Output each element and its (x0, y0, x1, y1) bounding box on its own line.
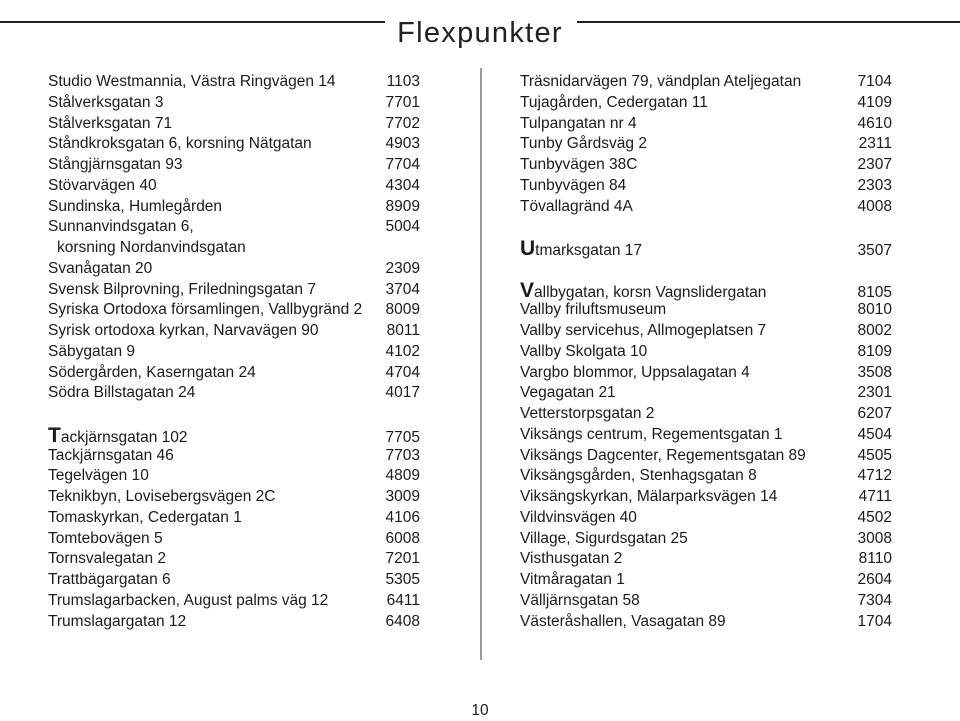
entry-code: 6411 (386, 591, 420, 609)
entry-row (48, 446, 420, 467)
list-entry (48, 197, 420, 218)
entry-row (48, 612, 420, 633)
entry-name: Sunnanvindsgatan 6, (48, 218, 194, 236)
entry-code: 2303 (857, 176, 892, 194)
entry-code: 7701 (385, 93, 420, 111)
list-entry (520, 93, 892, 114)
entry-name: Viksängskyrkan, Mälarparksvägen 14 (520, 488, 778, 505)
entry-name: Södra Billstagatan 24 (48, 384, 196, 402)
list-entry (48, 93, 420, 114)
list-entry (520, 114, 892, 135)
entry-code: 7104 (857, 73, 892, 90)
entry-code: 3508 (857, 363, 892, 381)
entry-row (520, 612, 892, 633)
page-title: Flexpunkter (397, 17, 563, 50)
entry-code: 4505 (857, 446, 892, 464)
entry-code: 8002 (857, 322, 892, 339)
entry-code: 4106 (385, 508, 420, 526)
entry-code: 3704 (385, 280, 420, 298)
entry-code: 2301 (857, 384, 892, 402)
list-entry (520, 176, 892, 197)
entry-row (520, 466, 892, 487)
list-entry (520, 404, 892, 425)
entry-row (520, 425, 892, 446)
entry-row (520, 321, 892, 342)
list-entry (48, 383, 420, 404)
letter-section (48, 72, 420, 404)
entry-row (520, 487, 892, 508)
entry-name: Tomtebovägen 5 (48, 529, 163, 547)
entry-code: 4504 (857, 425, 892, 443)
header-rule-right (577, 21, 960, 23)
entry-row (48, 591, 420, 612)
entry-name: Visthusgatan 2 (520, 550, 623, 568)
entry-name: Tunbyvägen 84 (520, 176, 627, 194)
entry-code: 8009 (385, 301, 420, 319)
list-entry (48, 570, 420, 591)
list-entry (520, 155, 892, 176)
entry-name: Södergården, Kaserngatan 24 (48, 363, 256, 381)
entry-row (520, 134, 892, 155)
entry-code: 8109 (857, 342, 892, 360)
entry-row (48, 363, 420, 384)
list-entry (48, 549, 420, 570)
entry-row (48, 280, 420, 301)
entry-name: Studio Westmannia, Västra Ringvägen 14 (48, 73, 336, 90)
entry-name: Trumslagarbacken, August palms väg 12 (48, 591, 329, 609)
list-entry (520, 466, 892, 487)
entry-name: Svensk Bilprovning, Friledningsgatan 7 (48, 280, 316, 298)
entry-row (520, 93, 892, 114)
entry-name: Sundinska, Humlegården (48, 197, 223, 215)
entry-row (520, 342, 892, 363)
list-entry (520, 529, 892, 550)
entry-row (48, 197, 420, 218)
list-entry (520, 280, 892, 301)
list-entry (520, 425, 892, 446)
entry-name: Vegagatan 21 (520, 384, 616, 402)
letter-section (520, 238, 892, 259)
entry-name: Vallby servicehus, Allmogeplatsen 7 (520, 322, 767, 339)
list-entry (48, 342, 420, 363)
entry-name: Stövarvägen 40 (48, 176, 157, 194)
entry-row (520, 114, 892, 135)
entry-code: 3009 (385, 488, 420, 505)
entry-name: Tulpangatan nr 4 (520, 114, 637, 132)
entry-row (520, 508, 892, 529)
entry-code: 4809 (385, 467, 420, 485)
list-entry (48, 134, 420, 155)
list-entry (520, 591, 892, 612)
page-number: 10 (471, 702, 489, 719)
entry-code: 8011 (386, 322, 420, 339)
list-entry (520, 549, 892, 570)
list-entry (48, 487, 420, 508)
entry-row (520, 529, 892, 550)
entry-code: 1103 (386, 73, 420, 90)
entry-row (48, 466, 420, 487)
list-entry (48, 114, 420, 135)
entry-name: Tornsvalegatan 2 (48, 550, 167, 568)
entry-row (520, 176, 892, 197)
entry-row (520, 591, 892, 612)
list-entry (48, 425, 420, 446)
entry-code: 4304 (385, 176, 420, 194)
entry-code: 8110 (858, 550, 892, 568)
letter-section (48, 425, 420, 633)
entry-code: 6408 (385, 612, 420, 630)
list-entry (520, 508, 892, 529)
entry-name: Tegelvägen 10 (48, 467, 149, 485)
right-column (520, 72, 892, 632)
list-entry (520, 300, 892, 321)
entry-row (520, 363, 892, 384)
list-entry (520, 197, 892, 218)
entry-name: Stålverksgatan 3 (48, 93, 164, 111)
list-entry (520, 134, 892, 155)
entry-name: Säbygatan 9 (48, 342, 136, 360)
entry-code: 4008 (857, 197, 892, 215)
entry-code: 7704 (385, 156, 420, 173)
entry-name: Trattbägargatan 6 (48, 571, 171, 588)
list-entry (48, 280, 420, 301)
list-entry (48, 446, 420, 467)
entry-row (48, 487, 420, 508)
entry-name: Viksängs centrum, Regementsgatan 1 (520, 425, 783, 443)
entry-name: Välljärnsgatan 58 (520, 591, 640, 609)
entry-row (520, 280, 892, 301)
entry-code: 7702 (385, 114, 420, 132)
list-entry (520, 363, 892, 384)
entry-row (48, 300, 420, 321)
entry-name: Viksängsgården, Stenhagsgatan 8 (520, 467, 757, 485)
column-divider (480, 68, 482, 660)
entry-row (48, 508, 420, 529)
list-entry (48, 217, 420, 259)
list-entry (520, 238, 892, 259)
entry-name: Syriska Ortodoxa församlingen, Vallbygränd 2 (48, 301, 363, 319)
list-entry (48, 300, 420, 321)
entry-name: Tackjärnsgatan 102 (48, 423, 188, 447)
list-entry (520, 383, 892, 404)
entry-name: Stålverksgatan 71 (48, 114, 173, 132)
entry-name: Tunbyvägen 38C (520, 156, 638, 173)
list-entry (520, 487, 892, 508)
letter-section (520, 72, 892, 217)
letter-section (520, 280, 892, 633)
list-entry (48, 176, 420, 197)
entry-name: Västeråshallen, Vasagatan 89 (520, 612, 726, 630)
entry-row (48, 155, 420, 176)
list-entry (48, 466, 420, 487)
entry-row (48, 72, 420, 93)
entry-code: 4102 (385, 342, 420, 360)
list-entry (520, 612, 892, 633)
entry-code: 5004 (385, 218, 420, 236)
entry-code: 5305 (385, 571, 420, 588)
entry-code: 7304 (857, 591, 892, 609)
entry-name: Viksängs Dagcenter, Regementsgatan 89 (520, 446, 806, 464)
entry-row (520, 383, 892, 404)
entry-row (48, 217, 420, 238)
entry-code: 6207 (857, 405, 892, 422)
entry-row (520, 72, 892, 93)
entry-row (48, 321, 420, 342)
entry-continuation: korsning Nordanvindsgatan (57, 239, 246, 256)
entry-code: 1704 (857, 612, 892, 630)
entry-name: Tackjärnsgatan 46 (48, 446, 174, 464)
list-entry (520, 342, 892, 363)
entry-code: 2307 (857, 156, 892, 173)
list-entry (48, 529, 420, 550)
entry-name: Tövallagränd 4A (520, 197, 633, 215)
entry-code: 8909 (385, 197, 420, 215)
entry-row (48, 383, 420, 404)
list-entry (520, 570, 892, 591)
entry-code: 7705 (385, 428, 420, 446)
entry-row (520, 155, 892, 176)
list-entry (48, 363, 420, 384)
list-entry (520, 72, 892, 93)
entry-code: 7201 (385, 550, 420, 568)
entry-row (48, 176, 420, 197)
list-entry (48, 591, 420, 612)
entry-name: Tomaskyrkan, Cedergatan 1 (48, 508, 242, 526)
entry-code: 4109 (857, 93, 892, 111)
entry-name: Utmarksgatan 17 (520, 237, 643, 260)
entry-code: 7703 (385, 446, 420, 464)
entry-code: 4712 (857, 467, 892, 485)
entry-row (48, 549, 420, 570)
entry-name: Vallby friluftsmuseum (520, 301, 667, 319)
entry-name: Vetterstorpsgatan 2 (520, 405, 655, 422)
entry-code: 4704 (385, 363, 420, 381)
entry-row (48, 93, 420, 114)
entry-name: Svanågatan 20 (48, 259, 153, 277)
entry-code: 6008 (385, 529, 420, 547)
entry-name: Syrisk ortodoxa kyrkan, Narvavägen 90 (48, 322, 319, 339)
entry-row (48, 342, 420, 363)
list-entry (48, 612, 420, 633)
entry-row (520, 570, 892, 591)
entry-code: 2604 (857, 571, 892, 588)
list-entry (48, 72, 420, 93)
list-entry (48, 508, 420, 529)
entry-code: 4017 (385, 384, 420, 402)
entry-row (48, 529, 420, 550)
entry-code: 3507 (857, 242, 892, 259)
entry-code: 4711 (858, 488, 892, 505)
entry-row (520, 238, 892, 259)
entry-code: 4502 (857, 508, 892, 526)
entry-row (520, 300, 892, 321)
entry-name: Vildvinsvägen 40 (520, 508, 637, 526)
list-entry (48, 259, 420, 280)
entry-name: Stångjärnsgatan 93 (48, 156, 183, 173)
entry-row (520, 404, 892, 425)
entry-code: 2311 (858, 135, 892, 153)
entry-row (48, 114, 420, 135)
entry-name: Vallby Skolgata 10 (520, 342, 648, 360)
entry-name: Vallbygatan, korsn Vagnslidergatan (520, 278, 767, 302)
entry-name: Teknikbyn, Lovisebergsvägen 2C (48, 488, 276, 505)
entry-name: Vargbo blommor, Uppsalagatan 4 (520, 363, 750, 381)
entry-name: Vitmåragatan 1 (520, 571, 625, 588)
entry-row (520, 549, 892, 570)
entry-row (520, 446, 892, 467)
entry-name: Träsnidarvägen 79, vändplan Ateljegatan (520, 73, 802, 90)
entry-name: Village, Sigurdsgatan 25 (520, 529, 688, 547)
entry-row (48, 425, 420, 446)
entry-code: 2309 (385, 259, 420, 277)
entry-row (520, 197, 892, 218)
entry-code: 8010 (857, 301, 892, 319)
entry-name: Tujagården, Cedergatan 11 (520, 93, 708, 111)
list-entry (48, 155, 420, 176)
entry-code: 4610 (857, 114, 892, 132)
entry-code: 4903 (385, 135, 420, 153)
entry-row (48, 134, 420, 155)
list-entry (520, 321, 892, 342)
left-column (48, 72, 420, 632)
entry-code: 3008 (857, 529, 892, 547)
entry-name: Ståndkroksgatan 6, korsning Nätgatan (48, 135, 312, 153)
list-entry (520, 446, 892, 467)
entry-name: Tunby Gårdsväg 2 (520, 135, 647, 153)
entry-row (48, 259, 420, 280)
list-entry (48, 321, 420, 342)
entry-name: Trumslagargatan 12 (48, 612, 187, 630)
entry-code: 8105 (857, 283, 892, 301)
entry-row (48, 570, 420, 591)
